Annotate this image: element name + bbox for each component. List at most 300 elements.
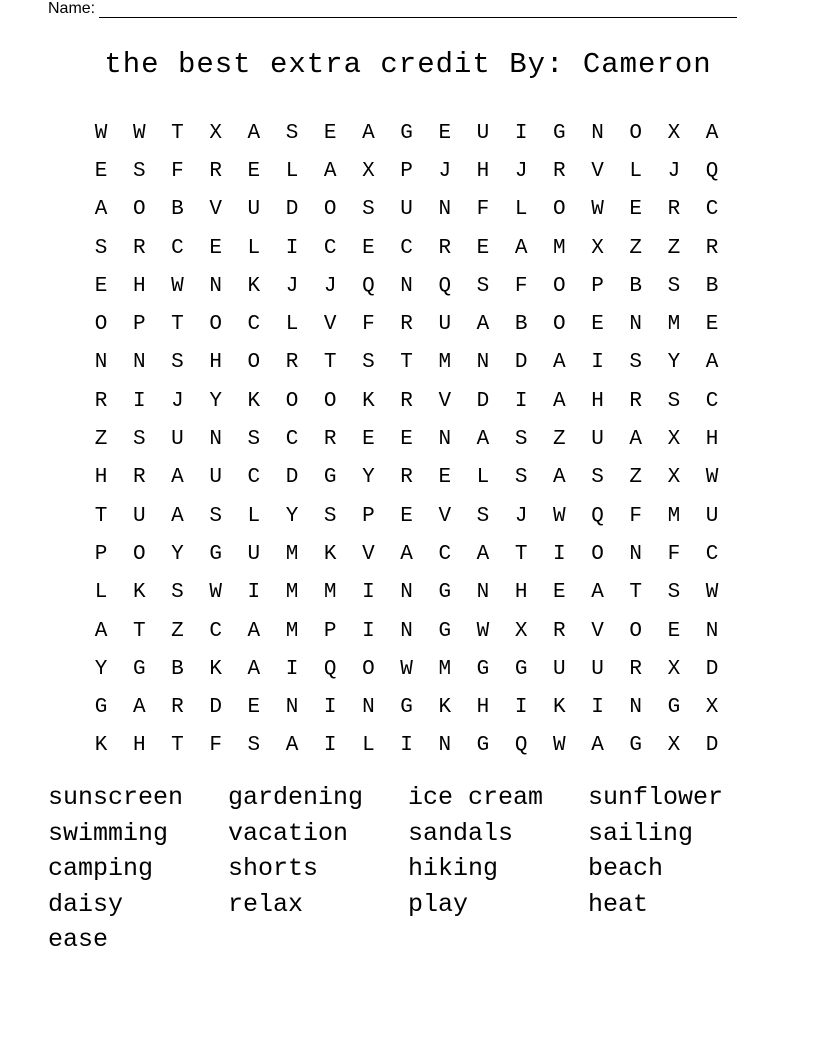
- grid-letter: I: [514, 389, 528, 413]
- grid-row: [82, 727, 731, 765]
- grid-letter: O: [323, 198, 337, 222]
- grid-letter: E: [362, 428, 375, 452]
- grid-letter: R: [629, 389, 643, 413]
- grid-letter: L: [247, 236, 261, 260]
- grid-letter: C: [285, 428, 299, 452]
- grid-letter: G: [209, 542, 222, 566]
- grid-letter: N: [438, 428, 452, 452]
- grid-letter: G: [629, 734, 643, 758]
- grid-letter: E: [94, 274, 108, 298]
- grid-letter: E: [94, 159, 108, 183]
- grid-letter: B: [171, 657, 184, 681]
- grid-letter: K: [553, 696, 566, 720]
- grid-row: [82, 152, 731, 190]
- grid-row: [82, 305, 731, 343]
- grid-letter: N: [476, 581, 490, 605]
- grid-letter: N: [400, 581, 413, 605]
- grid-letter: H: [132, 274, 146, 298]
- grid-letter: Q: [705, 159, 719, 183]
- grid-letter: E: [629, 198, 643, 222]
- grid-letter: O: [629, 619, 643, 643]
- grid-letter: G: [94, 696, 108, 720]
- grid-letter: C: [438, 542, 452, 566]
- grid-letter: S: [514, 466, 528, 490]
- grid-letter: Y: [362, 466, 375, 490]
- grid-row: [82, 459, 731, 497]
- grid-letter: B: [514, 313, 528, 337]
- grid-letter: H: [705, 428, 719, 452]
- grid-letter: H: [132, 734, 146, 758]
- grid-letter: D: [514, 351, 528, 375]
- grid-letter: S: [285, 121, 299, 145]
- grid-letter: Y: [209, 389, 222, 413]
- grid-letter: A: [171, 504, 184, 528]
- grid-letter: W: [209, 581, 222, 605]
- grid-letter: L: [476, 466, 490, 490]
- grid-letter: L: [247, 504, 261, 528]
- grid-letter: W: [94, 121, 108, 145]
- grid-letter: I: [514, 121, 528, 145]
- grid-letter: E: [591, 313, 604, 337]
- grid-letter: I: [285, 236, 299, 260]
- grid-letter: X: [667, 428, 681, 452]
- grid-letter: N: [476, 351, 490, 375]
- grid-letter: R: [400, 313, 413, 337]
- grid-letter: A: [553, 389, 566, 413]
- grid-letter: R: [705, 236, 719, 260]
- grid-row: [82, 420, 731, 458]
- grid-letter: U: [553, 657, 566, 681]
- grid-letter: K: [362, 389, 375, 413]
- grid-letter: A: [362, 121, 375, 145]
- grid-letter: A: [705, 351, 719, 375]
- grid-letter: O: [553, 198, 566, 222]
- grid-letter: O: [629, 121, 643, 145]
- grid-letter: K: [438, 696, 452, 720]
- grid-letter: S: [476, 274, 490, 298]
- grid-letter: C: [171, 236, 184, 260]
- grid-letter: U: [476, 121, 490, 145]
- grid-letter: A: [132, 696, 146, 720]
- grid-row: [82, 344, 731, 382]
- grid-letter: M: [438, 657, 452, 681]
- grid-letter: A: [553, 466, 566, 490]
- word-list-item: camping: [48, 854, 154, 883]
- grid-letter: O: [94, 313, 108, 337]
- grid-letter: M: [285, 542, 299, 566]
- grid-letter: E: [476, 236, 490, 260]
- grid-letter: O: [285, 389, 299, 413]
- grid-letter: R: [94, 389, 108, 413]
- grid-letter: S: [323, 504, 337, 528]
- grid-letter: G: [400, 696, 413, 720]
- grid-letter: U: [705, 504, 719, 528]
- grid-letter: V: [438, 504, 452, 528]
- grid-letter: F: [667, 542, 681, 566]
- grid-letter: X: [705, 696, 719, 720]
- grid-letter: C: [247, 313, 261, 337]
- grid-letter: V: [323, 313, 337, 337]
- grid-letter: L: [629, 159, 643, 183]
- grid-letter: T: [171, 734, 184, 758]
- grid-letter: V: [591, 619, 604, 643]
- grid-letter: K: [247, 389, 261, 413]
- grid-letter: M: [667, 313, 681, 337]
- grid-letter: N: [629, 313, 643, 337]
- grid-letter: S: [514, 428, 528, 452]
- grid-letter: V: [209, 198, 222, 222]
- grid-letter: R: [209, 159, 222, 183]
- grid-letter: I: [553, 542, 566, 566]
- grid-letter: J: [514, 504, 528, 528]
- grid-letter: D: [285, 198, 299, 222]
- grid-letter: U: [132, 504, 146, 528]
- grid-letter: I: [247, 581, 261, 605]
- grid-letter: R: [400, 466, 413, 490]
- grid-letter: O: [553, 313, 566, 337]
- grid-letter: V: [438, 389, 452, 413]
- grid-letter: Y: [667, 351, 681, 375]
- grid-letter: R: [132, 236, 146, 260]
- grid-letter: G: [667, 696, 681, 720]
- grid-letter: V: [362, 542, 375, 566]
- name-field: [48, 0, 737, 18]
- grid-letter: W: [553, 734, 566, 758]
- word-list-item: daisy: [48, 889, 124, 919]
- grid-letter: V: [591, 159, 604, 183]
- grid-letter: E: [400, 428, 413, 452]
- grid-letter: N: [705, 619, 719, 643]
- grid-letter: P: [362, 504, 375, 528]
- grid-letter: J: [285, 274, 299, 298]
- grid-row: [82, 191, 731, 229]
- grid-letter: C: [247, 466, 261, 490]
- grid-letter: E: [667, 619, 681, 643]
- grid-letter: I: [591, 351, 604, 375]
- grid-letter: S: [171, 581, 184, 605]
- grid-letter: G: [438, 619, 452, 643]
- grid-letter: L: [285, 159, 299, 183]
- grid-letter: O: [209, 313, 222, 337]
- grid-letter: S: [591, 466, 604, 490]
- grid-letter: Z: [553, 428, 566, 452]
- grid-letter: D: [209, 696, 222, 720]
- grid-letter: M: [323, 581, 337, 605]
- grid-letter: X: [362, 159, 375, 183]
- grid-row: [82, 382, 731, 420]
- grid-letter: M: [667, 504, 681, 528]
- grid-letter: W: [476, 619, 490, 643]
- grid-letter: S: [171, 351, 184, 375]
- grid-letter: K: [94, 734, 108, 758]
- grid-letter: N: [438, 734, 452, 758]
- grid-letter: O: [323, 389, 337, 413]
- grid-letter: N: [400, 619, 413, 643]
- grid-letter: G: [132, 657, 146, 681]
- grid-letter: E: [438, 466, 452, 490]
- grid-letter: A: [591, 581, 604, 605]
- grid-letter: A: [400, 542, 413, 566]
- word-list: [48, 783, 768, 961]
- grid-letter: R: [171, 696, 184, 720]
- grid-letter: A: [591, 734, 604, 758]
- grid-letter: M: [553, 236, 566, 260]
- grid-letter: F: [476, 198, 490, 222]
- grid-letter: O: [591, 542, 604, 566]
- grid-letter: N: [94, 351, 108, 375]
- grid-letter: Z: [667, 236, 681, 260]
- grid-letter: Q: [362, 274, 375, 298]
- word-list-item: sunscreen: [48, 783, 184, 812]
- grid-letter: I: [323, 696, 337, 720]
- grid-letter: W: [171, 274, 184, 298]
- grid-letter: N: [362, 696, 375, 720]
- grid-letter: R: [285, 351, 299, 375]
- grid-letter: L: [94, 581, 108, 605]
- grid-letter: K: [323, 542, 337, 566]
- grid-letter: M: [438, 351, 452, 375]
- grid-letter: I: [323, 734, 337, 758]
- grid-letter: D: [705, 734, 719, 758]
- word-list-item: shorts: [228, 854, 319, 883]
- grid-row: [82, 497, 731, 535]
- grid-letter: O: [553, 274, 566, 298]
- grid-letter: U: [591, 657, 604, 681]
- grid-letter: D: [705, 657, 719, 681]
- grid-letter: F: [629, 504, 643, 528]
- grid-letter: G: [323, 466, 337, 490]
- grid-letter: W: [400, 657, 413, 681]
- grid-letter: I: [362, 581, 375, 605]
- grid-row: [82, 612, 731, 650]
- grid-letter: E: [438, 121, 452, 145]
- grid-letter: S: [476, 504, 490, 528]
- word-list-item: sandals: [408, 818, 514, 848]
- puzzle-title: the best extra credit By: Cameron: [104, 48, 712, 81]
- grid-letter: E: [553, 581, 566, 605]
- grid-letter: O: [362, 657, 375, 681]
- grid-letter: A: [247, 619, 261, 643]
- grid-letter: F: [362, 313, 375, 337]
- grid-letter: J: [438, 159, 452, 183]
- letter-grid: [82, 114, 731, 765]
- grid-letter: W: [132, 121, 146, 145]
- grid-letter: S: [209, 504, 222, 528]
- grid-letter: U: [171, 428, 184, 452]
- grid-letter: X: [667, 657, 681, 681]
- grid-letter: X: [667, 734, 681, 758]
- grid-letter: C: [705, 198, 719, 222]
- grid-letter: G: [476, 734, 490, 758]
- name-underline: [99, 3, 737, 18]
- grid-letter: L: [285, 313, 299, 337]
- grid-letter: S: [362, 198, 375, 222]
- grid-letter: E: [362, 236, 375, 260]
- grid-letter: I: [400, 734, 413, 758]
- grid-row: [82, 114, 731, 152]
- grid-row: [82, 688, 731, 726]
- grid-letter: H: [476, 159, 490, 183]
- grid-letter: A: [247, 121, 261, 145]
- grid-letter: B: [629, 274, 643, 298]
- grid-letter: G: [553, 121, 566, 145]
- grid-letter: S: [629, 351, 643, 375]
- grid-letter: W: [591, 198, 604, 222]
- grid-row: [82, 574, 731, 612]
- grid-letter: F: [514, 274, 528, 298]
- grid-letter: K: [209, 657, 222, 681]
- grid-letter: H: [476, 696, 490, 720]
- grid-letter: A: [285, 734, 299, 758]
- grid-letter: W: [705, 581, 719, 605]
- word-list-item: swimming: [48, 818, 169, 848]
- grid-letter: W: [705, 466, 719, 490]
- grid-letter: C: [705, 389, 719, 413]
- grid-letter: Z: [629, 466, 643, 490]
- grid-letter: A: [476, 428, 490, 452]
- grid-letter: R: [629, 657, 643, 681]
- grid-letter: S: [667, 274, 681, 298]
- grid-letter: N: [285, 696, 299, 720]
- word-list-item: play: [408, 889, 469, 919]
- grid-letter: N: [438, 198, 452, 222]
- name-label: Name:: [48, 0, 96, 17]
- grid-letter: I: [132, 389, 146, 413]
- grid-letter: I: [591, 696, 604, 720]
- grid-letter: U: [247, 198, 261, 222]
- grid-letter: A: [514, 236, 528, 260]
- grid-letter: G: [514, 657, 528, 681]
- grid-letter: X: [667, 466, 681, 490]
- grid-letter: C: [209, 619, 222, 643]
- grid-letter: E: [705, 313, 719, 337]
- word-list-item: sunflower: [588, 783, 724, 812]
- grid-letter: T: [132, 619, 146, 643]
- grid-letter: X: [514, 619, 528, 643]
- grid-letter: R: [667, 198, 681, 222]
- grid-letter: R: [400, 389, 413, 413]
- grid-letter: E: [247, 159, 261, 183]
- grid-letter: Z: [629, 236, 643, 260]
- grid-letter: N: [209, 274, 222, 298]
- grid-letter: P: [400, 159, 413, 183]
- grid-letter: S: [132, 428, 146, 452]
- grid-letter: N: [132, 351, 146, 375]
- grid-letter: M: [285, 581, 299, 605]
- grid-letter: H: [514, 581, 528, 605]
- grid-letter: I: [514, 696, 528, 720]
- grid-letter: E: [209, 236, 222, 260]
- grid-letter: U: [438, 313, 452, 337]
- grid-letter: Z: [94, 428, 108, 452]
- grid-letter: A: [629, 428, 643, 452]
- grid-letter: G: [438, 581, 452, 605]
- grid-letter: A: [323, 159, 337, 183]
- grid-letter: D: [285, 466, 299, 490]
- grid-letter: I: [285, 657, 299, 681]
- grid-letter: F: [209, 734, 222, 758]
- grid-letter: U: [247, 542, 261, 566]
- grid-letter: S: [247, 428, 261, 452]
- grid-letter: O: [132, 542, 146, 566]
- grid-letter: S: [247, 734, 261, 758]
- grid-letter: Z: [171, 619, 184, 643]
- grid-letter: T: [171, 121, 184, 145]
- grid-letter: Y: [171, 542, 184, 566]
- word-list-item: sailing: [588, 818, 694, 848]
- grid-letter: G: [476, 657, 490, 681]
- grid-letter: E: [400, 504, 413, 528]
- grid-letter: J: [323, 274, 337, 298]
- word-list-item: ice cream: [408, 783, 544, 812]
- grid-letter: S: [132, 159, 146, 183]
- grid-letter: P: [591, 274, 604, 298]
- grid-letter: H: [591, 389, 604, 413]
- grid-letter: T: [400, 351, 413, 375]
- grid-letter: R: [323, 428, 337, 452]
- grid-letter: T: [94, 504, 108, 528]
- grid-letter: C: [705, 542, 719, 566]
- grid-letter: S: [667, 389, 681, 413]
- grid-letter: G: [400, 121, 413, 145]
- grid-row: [82, 229, 731, 267]
- grid-letter: S: [94, 236, 108, 260]
- grid-letter: A: [553, 351, 566, 375]
- grid-letter: X: [667, 121, 681, 145]
- grid-letter: Y: [285, 504, 299, 528]
- grid-letter: O: [247, 351, 261, 375]
- grid-letter: N: [629, 542, 643, 566]
- grid-letter: T: [514, 542, 528, 566]
- grid-letter: W: [553, 504, 566, 528]
- grid-letter: T: [323, 351, 337, 375]
- word-list-item: beach: [588, 854, 664, 883]
- grid-letter: B: [171, 198, 184, 222]
- grid-letter: E: [323, 121, 337, 145]
- grid-letter: Q: [438, 274, 452, 298]
- grid-letter: Q: [514, 734, 528, 758]
- word-list-item: relax: [228, 889, 304, 919]
- grid-letter: A: [94, 198, 108, 222]
- grid-letter: K: [132, 581, 146, 605]
- grid-letter: R: [132, 466, 146, 490]
- grid-letter: P: [132, 313, 146, 337]
- grid-letter: I: [362, 619, 375, 643]
- grid-letter: R: [553, 619, 566, 643]
- grid-letter: U: [400, 198, 413, 222]
- grid-letter: Q: [323, 657, 337, 681]
- grid-letter: L: [362, 734, 375, 758]
- grid-letter: X: [209, 121, 222, 145]
- grid-letter: R: [438, 236, 452, 260]
- grid-letter: U: [209, 466, 222, 490]
- grid-letter: A: [171, 466, 184, 490]
- word-list-item: ease: [48, 925, 109, 954]
- grid-letter: A: [705, 121, 719, 145]
- grid-letter: S: [362, 351, 375, 375]
- grid-letter: J: [667, 159, 681, 183]
- grid-letter: F: [171, 159, 184, 183]
- grid-letter: B: [705, 274, 719, 298]
- grid-letter: A: [247, 657, 261, 681]
- grid-letter: L: [514, 198, 528, 222]
- word-list-item: heat: [588, 889, 649, 919]
- grid-letter: A: [476, 542, 490, 566]
- grid-letter: Q: [591, 504, 604, 528]
- grid-letter: A: [476, 313, 490, 337]
- grid-letter: D: [476, 389, 490, 413]
- grid-letter: J: [171, 389, 184, 413]
